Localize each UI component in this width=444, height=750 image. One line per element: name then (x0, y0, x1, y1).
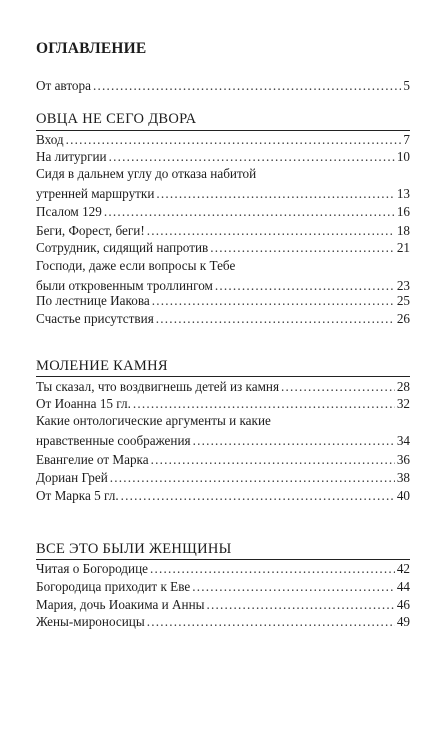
toc-entry[interactable] (36, 452, 410, 468)
toc-entry[interactable] (36, 396, 410, 412)
toc-entry[interactable] (36, 413, 410, 449)
leader-dots (109, 149, 395, 165)
entry-title: Сотрудник, сидящий напротив (36, 240, 209, 255)
leader-dots (151, 452, 395, 468)
leader-dots (66, 132, 402, 148)
entry-page: 23 (396, 278, 410, 293)
toc-entry[interactable] (36, 132, 410, 148)
entry-page: 49 (396, 614, 410, 629)
entry-page: 10 (396, 149, 410, 164)
toc-entry[interactable] (36, 149, 410, 165)
section-title: МОЛЕНИЕ КАМНЯ (36, 358, 168, 374)
entry-page: 40 (396, 488, 410, 503)
entry-page: 36 (396, 452, 410, 467)
entry-title: Богородица приходит к Еве (36, 579, 191, 594)
toc-entry[interactable] (36, 379, 410, 395)
entry-title: Вход (36, 132, 64, 147)
entry-page: 21 (396, 240, 410, 255)
section-divider (36, 559, 410, 560)
section-title: ВСЕ ЭТО БЫЛИ ЖЕНЩИНЫ (36, 541, 232, 557)
toc-entry[interactable] (36, 223, 410, 239)
leader-dots (147, 614, 395, 630)
entry-page: 28 (396, 379, 410, 394)
toc-entry[interactable] (36, 293, 410, 309)
leader-dots (207, 597, 395, 613)
entry-title-line: Какие онтологические аргументы и какие (36, 413, 271, 428)
leader-dots (210, 240, 395, 256)
entry-title: Читая о Богородице (36, 561, 148, 576)
toc-entry[interactable] (36, 240, 410, 256)
entry-title-line: нравственные соображения (36, 433, 191, 448)
entry-page: 5 (403, 78, 410, 93)
toc-heading: ОГЛАВЛЕНИЕ (36, 40, 147, 57)
entry-page: 34 (396, 433, 410, 448)
entry-title: Счастье присутствия (36, 311, 154, 326)
entry-title: Беги, Форест, беги! (36, 223, 145, 238)
entry-page: 18 (396, 223, 410, 238)
toc-entry[interactable] (36, 204, 410, 220)
entry-title: По лестнице Иакова (36, 293, 150, 308)
entry-page: 13 (396, 186, 410, 201)
entry-page: 7 (403, 132, 410, 147)
entry-title-line: Господи, даже если вопросы к Тебе (36, 258, 236, 273)
entry-title: Псалом 129 (36, 204, 102, 219)
toc-entry[interactable] (36, 579, 410, 595)
toc-entry[interactable] (36, 614, 410, 630)
leader-dots (193, 433, 395, 449)
toc-entry[interactable] (36, 597, 410, 613)
leader-dots (156, 186, 394, 202)
entry-title: Дориан Грей (36, 470, 108, 485)
entry-title: Ты сказал, что воздвигнешь детей из камня (36, 379, 280, 394)
leader-dots (147, 223, 395, 239)
toc-entry[interactable] (36, 166, 410, 202)
toc-entry[interactable] (36, 258, 410, 294)
toc-entry-intro[interactable] (36, 78, 410, 94)
entry-title: На литургии (36, 149, 107, 164)
entry-page: 44 (396, 579, 410, 594)
leader-dots (93, 78, 401, 94)
toc-entry[interactable] (36, 561, 410, 577)
entry-title: Мария, дочь Иоакима и Анны (36, 597, 205, 612)
entry-title: От Иоанна 15 гл. (36, 396, 131, 411)
entry-title: Жены-мироносицы (36, 614, 145, 629)
entry-page: 25 (396, 293, 410, 308)
toc-entry[interactable] (36, 311, 410, 327)
section-title: ОВЦА НЕ СЕГО ДВОРА (36, 111, 197, 127)
leader-dots (192, 579, 395, 595)
toc-entry[interactable] (36, 470, 410, 486)
leader-dots (104, 204, 395, 220)
section-divider (36, 376, 410, 377)
leader-dots (110, 470, 395, 486)
section-divider (36, 130, 410, 131)
leader-dots (215, 278, 395, 294)
leader-dots (121, 488, 395, 504)
entry-page: 26 (396, 311, 410, 326)
toc-entry[interactable] (36, 488, 410, 504)
leader-dots (281, 379, 395, 395)
entry-page: 16 (396, 204, 410, 219)
leader-dots (150, 561, 395, 577)
entry-title-line: утренней маршрутки (36, 186, 155, 201)
entry-page: 32 (396, 396, 410, 411)
entry-title-line: были откровенным троллингом (36, 278, 213, 293)
entry-title: От автора (36, 78, 91, 93)
entry-title: Евангелие от Марка (36, 452, 149, 467)
entry-title-line: Сидя в дальнем углу до отказа набитой (36, 166, 257, 181)
leader-dots (156, 311, 395, 327)
entry-page: 46 (396, 597, 410, 612)
leader-dots (152, 293, 395, 309)
entry-page: 42 (396, 561, 410, 576)
leader-dots (133, 396, 395, 412)
entry-page: 38 (396, 470, 410, 485)
entry-title: От Марка 5 гл. (36, 488, 119, 503)
